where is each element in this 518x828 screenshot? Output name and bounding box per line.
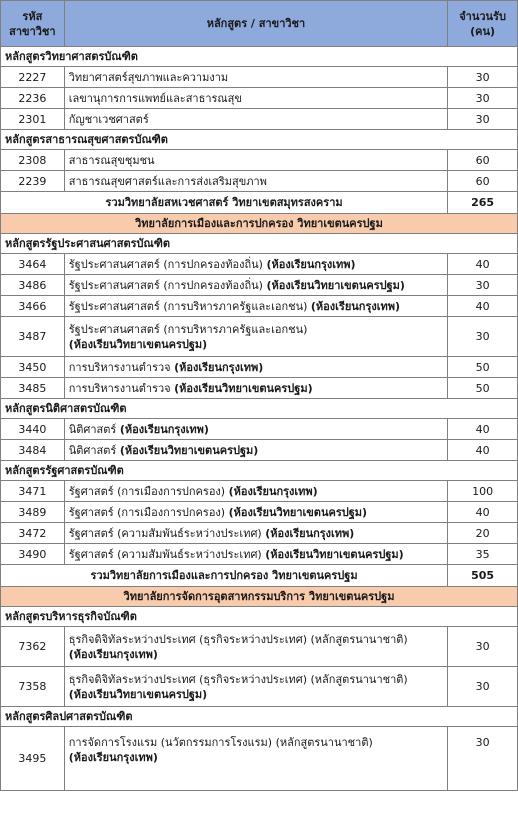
faculty-title: วิทยาลัยการจัดการอุตสาหกรรมบริการ วิทยาเขตนครปฐม bbox=[1, 587, 518, 607]
row-campus: (ห้องเรียนกรุงเทพ) bbox=[119, 422, 209, 436]
table-row bbox=[1, 544, 518, 565]
row-campus: (ห้องเรียนวิทยาเขตนครปฐม) bbox=[266, 278, 405, 292]
row-seats: 30 bbox=[448, 109, 518, 130]
table-row bbox=[1, 109, 518, 130]
row-name-text: รัฐศาสตร์ (การเมืองการปกครอง) bbox=[68, 505, 226, 519]
row-seats: 40 bbox=[448, 419, 518, 440]
row-seats: 30 bbox=[448, 727, 518, 791]
row-code: 3440 bbox=[1, 419, 65, 440]
row-name bbox=[64, 544, 447, 565]
row-name-text: รัฐประศาสนศาสตร์ (การบริหารภาครัฐและเอกชน) bbox=[68, 299, 308, 313]
row-seats: 60 bbox=[448, 150, 518, 171]
table-row bbox=[1, 481, 518, 502]
section-title: หลักสูตรสาธารณสุขศาสตรบัณฑิต bbox=[1, 130, 518, 150]
row-campus: (ห้องเรียนวิทยาเขตนครปฐม) bbox=[68, 687, 208, 701]
row-name: เลขานุการการแพทย์และสาธารณสุข bbox=[64, 88, 447, 109]
row-seats: 40 bbox=[448, 502, 518, 523]
row-campus: (ห้องเรียนกรุงเทพ) bbox=[68, 647, 158, 661]
row-seats: 30 bbox=[448, 317, 518, 357]
row-seats: 30 bbox=[448, 88, 518, 109]
faculty-row bbox=[1, 214, 518, 234]
table-row bbox=[1, 171, 518, 192]
section-row bbox=[1, 607, 518, 627]
table-row bbox=[1, 317, 518, 357]
row-name-text: นิติศาสตร์ bbox=[68, 422, 117, 436]
row-campus: (ห้องเรียนวิทยาเขตนครปฐม) bbox=[119, 443, 259, 457]
total-label: รวมวิทยาลัยการเมืองและการปกครอง วิทยาเขตนครปฐม bbox=[1, 565, 448, 587]
table-row bbox=[1, 296, 518, 317]
header-code-line2: สาขาวิชา bbox=[9, 24, 56, 38]
row-name bbox=[64, 727, 447, 791]
row-name bbox=[64, 317, 447, 357]
row-seats: 50 bbox=[448, 357, 518, 378]
row-seats: 35 bbox=[448, 544, 518, 565]
table-row bbox=[1, 150, 518, 171]
header-code-line1: รหัส bbox=[22, 9, 43, 23]
row-name bbox=[64, 357, 447, 378]
row-campus: (ห้องเรียนกรุงเทพ) bbox=[174, 360, 264, 374]
row-seats: 30 bbox=[448, 667, 518, 707]
row-seats: 30 bbox=[448, 67, 518, 88]
table-row bbox=[1, 727, 518, 791]
section-title: หลักสูตรนิติศาสตรบัณฑิต bbox=[1, 399, 518, 419]
table-row bbox=[1, 254, 518, 275]
header-seats-line1: จำนวนรับ bbox=[459, 9, 506, 23]
row-code: 3490 bbox=[1, 544, 65, 565]
row-code: 3450 bbox=[1, 357, 65, 378]
row-name-text: ธุรกิจดิจิทัลระหว่างประเทศ (ธุรกิจระหว่างประเทศ) (หลักสูตรนานาชาติ) bbox=[68, 672, 408, 686]
row-name bbox=[64, 378, 447, 399]
row-name-text: รัฐศาสตร์ (ความสัมพันธ์ระหว่างประเทศ) bbox=[68, 547, 262, 561]
row-code: 2308 bbox=[1, 150, 65, 171]
total-value: 505 bbox=[448, 565, 518, 587]
row-code: 3485 bbox=[1, 378, 65, 399]
table-row bbox=[1, 378, 518, 399]
faculty-title: วิทยาลัยการเมืองและการปกครอง วิทยาเขตนครปฐม bbox=[1, 214, 518, 234]
row-code: 3464 bbox=[1, 254, 65, 275]
row-campus: (ห้องเรียนกรุงเทพ) bbox=[228, 484, 318, 498]
section-title: หลักสูตรรัฐศาสตรบัณฑิต bbox=[1, 461, 518, 481]
row-name-text: รัฐประศาสนศาสตร์ (การปกครองท้องถิ่น) bbox=[68, 257, 263, 271]
total-row bbox=[1, 192, 518, 214]
table-row bbox=[1, 667, 518, 707]
row-name bbox=[64, 254, 447, 275]
row-name-text: รัฐศาสตร์ (การเมืองการปกครอง) bbox=[68, 484, 226, 498]
section-title: หลักสูตรศิลปศาสตรบัณฑิต bbox=[1, 707, 518, 727]
row-name bbox=[64, 275, 447, 296]
row-campus: (ห้องเรียนวิทยาเขตนครปฐม) bbox=[68, 337, 208, 351]
row-campus: (ห้องเรียนกรุงเทพ) bbox=[68, 751, 158, 764]
table-row bbox=[1, 357, 518, 378]
section-title: หลักสูตรบริหารธุรกิจบัณฑิต bbox=[1, 607, 518, 627]
row-code: 3495 bbox=[1, 727, 65, 791]
row-code: 3484 bbox=[1, 440, 65, 461]
table-row bbox=[1, 502, 518, 523]
section-title: หลักสูตรรัฐประศาสนศาสตรบัณฑิต bbox=[1, 234, 518, 254]
row-name bbox=[64, 481, 447, 502]
row-campus: (ห้องเรียนวิทยาเขตนครปฐม) bbox=[265, 547, 404, 561]
row-name bbox=[64, 440, 447, 461]
row-name bbox=[64, 502, 447, 523]
table-row bbox=[1, 88, 518, 109]
section-row bbox=[1, 130, 518, 150]
row-name bbox=[64, 627, 447, 667]
table-row bbox=[1, 67, 518, 88]
row-name bbox=[64, 523, 447, 544]
row-name-text: การบริหารงานตำรวจ bbox=[68, 381, 171, 395]
row-campus: (ห้องเรียนกรุงเทพ) bbox=[310, 299, 401, 313]
total-row bbox=[1, 565, 518, 587]
row-name-text: การจัดการโรงแรม (นวัตกรรมการโรงแรม) (หลักสูตรนานาชาติ) bbox=[68, 736, 373, 749]
row-name-text: รัฐศาสตร์ (ความสัมพันธ์ระหว่างประเทศ) bbox=[68, 526, 262, 540]
row-name: สาธารณสุขชุมชน bbox=[64, 150, 447, 171]
header-row bbox=[1, 1, 518, 47]
row-name bbox=[64, 296, 447, 317]
row-seats: 30 bbox=[448, 275, 518, 296]
row-code: 3487 bbox=[1, 317, 65, 357]
row-campus: (ห้องเรียนกรุงเทพ) bbox=[266, 257, 356, 271]
row-name: กัญชาเวชศาสตร์ bbox=[64, 109, 447, 130]
row-code: 2301 bbox=[1, 109, 65, 130]
row-name: วิทยาศาสตร์สุขภาพและความงาม bbox=[64, 67, 447, 88]
table-row bbox=[1, 627, 518, 667]
total-value: 265 bbox=[448, 192, 518, 214]
row-code: 3489 bbox=[1, 502, 65, 523]
row-name: สาธารณสุขศาสตร์และการส่งเสริมสุขภาพ bbox=[64, 171, 447, 192]
section-title: หลักสูตรวิทยาศาสตรบัณฑิต bbox=[1, 47, 518, 67]
row-code: 3472 bbox=[1, 523, 65, 544]
row-seats: 40 bbox=[448, 440, 518, 461]
row-seats: 50 bbox=[448, 378, 518, 399]
section-row bbox=[1, 234, 518, 254]
row-name-text: ธุรกิจดิจิทัลระหว่างประเทศ (ธุรกิจระหว่างประเทศ) (หลักสูตรนานาชาติ) bbox=[68, 632, 408, 646]
row-campus: (ห้องเรียนวิทยาเขตนครปฐม) bbox=[228, 505, 368, 519]
row-code: 3486 bbox=[1, 275, 65, 296]
faculty-row bbox=[1, 587, 518, 607]
header-seats-line2: (คน) bbox=[470, 24, 496, 38]
table-row bbox=[1, 523, 518, 544]
section-row bbox=[1, 461, 518, 481]
row-code: 7358 bbox=[1, 667, 65, 707]
row-name bbox=[64, 667, 447, 707]
header-program: หลักสูตร / สาขาวิชา bbox=[64, 1, 447, 47]
row-seats: 60 bbox=[448, 171, 518, 192]
row-seats: 100 bbox=[448, 481, 518, 502]
row-code: 7362 bbox=[1, 627, 65, 667]
table-row bbox=[1, 440, 518, 461]
row-code: 2239 bbox=[1, 171, 65, 192]
row-seats: 30 bbox=[448, 627, 518, 667]
row-name-text: รัฐประศาสนศาสตร์ (การปกครองท้องถิ่น) bbox=[68, 278, 263, 292]
row-seats: 40 bbox=[448, 296, 518, 317]
row-name-text: นิติศาสตร์ bbox=[68, 443, 117, 457]
row-code: 3466 bbox=[1, 296, 65, 317]
header-code bbox=[1, 1, 65, 47]
row-campus: (ห้องเรียนกรุงเทพ) bbox=[265, 526, 355, 540]
table-row bbox=[1, 275, 518, 296]
total-label: รวมวิทยาลัยสหเวชศาสตร์ วิทยาเขตสมุทรสงคราม bbox=[1, 192, 448, 214]
row-code: 3471 bbox=[1, 481, 65, 502]
row-name-text: รัฐประศาสนศาสตร์ (การบริหารภาครัฐและเอกชน) bbox=[68, 322, 308, 336]
row-name-text: การบริหารงานตำรวจ bbox=[68, 360, 171, 374]
table-row bbox=[1, 419, 518, 440]
row-code: 2236 bbox=[1, 88, 65, 109]
row-seats: 40 bbox=[448, 254, 518, 275]
section-row bbox=[1, 707, 518, 727]
header-seats bbox=[448, 1, 518, 47]
section-row bbox=[1, 399, 518, 419]
section-row bbox=[1, 47, 518, 67]
row-seats: 20 bbox=[448, 523, 518, 544]
row-code: 2227 bbox=[1, 67, 65, 88]
row-campus: (ห้องเรียนวิทยาเขตนครปฐม) bbox=[174, 381, 313, 395]
row-name bbox=[64, 419, 447, 440]
